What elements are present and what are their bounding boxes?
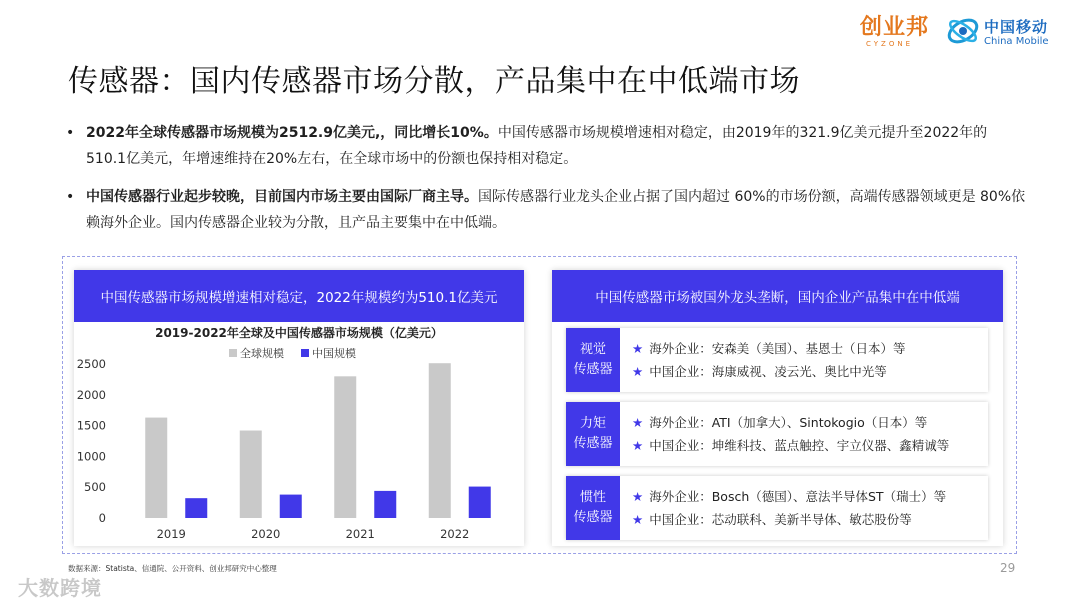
bar-global: [240, 431, 262, 518]
overseas-companies-text: 海外企业：ATI（加拿大）、Sintokogio（日本）等: [649, 415, 928, 430]
domestic-companies-text: 中国企业：海康威视、凌云光、奥比中光等: [649, 364, 887, 379]
sensor-row-inertial: [566, 476, 988, 540]
bullet-text: 国际传感器行业龙头企业占据了国内超过 60%的市场份额，高端传感器领域更是 80%依赖海外企业。国内传感器企业较为分散，且产品主要集中在中低端。: [86, 189, 1026, 231]
sensor-category: [566, 328, 620, 392]
x-tick-label: 2019: [156, 527, 186, 541]
star-icon: ★: [632, 438, 644, 453]
sensor-category: [566, 402, 620, 466]
star-icon: ★: [632, 415, 644, 430]
domestic-companies: [632, 362, 887, 380]
sensor-category: [566, 476, 620, 540]
legend-swatch: [301, 349, 309, 357]
legend-label: 中国规模: [312, 347, 356, 360]
domestic-companies-text: 中国企业：坤维科技、蓝点触控、宇立仪器、鑫精诚等: [649, 438, 950, 453]
overseas-companies: [632, 339, 905, 357]
china-mobile-logo-text: 中国移动: [984, 18, 1049, 36]
chart-legend: [229, 346, 356, 360]
x-tick-label: 2021: [345, 527, 375, 541]
y-tick-label: 500: [84, 480, 106, 495]
legend-label: 全球规模: [240, 347, 284, 360]
y-tick-label: 1500: [76, 418, 106, 433]
chart-title: 2019-2022年全球及中国传感器市场规模（亿美元）: [155, 326, 443, 340]
y-tick-label: 2500: [76, 357, 106, 371]
watermark: 大数跨境: [18, 576, 102, 600]
competition-panel: [552, 270, 1003, 546]
cyzone-logo-subtext: CYZONE: [866, 40, 914, 48]
sensor-category-line1: 惯性: [579, 490, 606, 505]
sensor-category-line1: 视觉: [579, 342, 606, 357]
bar-global: [145, 418, 167, 518]
bars-group: [145, 363, 491, 518]
bar-china: [280, 495, 302, 518]
sensor-category-line2: 传感器: [573, 362, 613, 377]
market-size-panel: [74, 270, 524, 546]
cyzone-logo: [860, 16, 932, 50]
overseas-companies-text: 海外企业：Bosch（德国）、意法半导体ST（瑞士）等: [649, 489, 947, 504]
y-tick-label: 1000: [76, 449, 106, 464]
cyzone-logo-text: 创业邦: [860, 15, 930, 40]
bullet-item: [66, 184, 1026, 236]
data-source-note: 数据来源：Statista、信通院、公开资料、创业邦研究中心整理: [68, 564, 277, 573]
bullet-dot: •: [66, 125, 75, 141]
china-mobile-icon: [946, 14, 980, 48]
overseas-companies: [632, 413, 927, 431]
bar-china: [374, 491, 396, 518]
overseas-companies: [632, 487, 946, 505]
market-size-panel-header: 中国传感器市场规模增速相对稳定，2022年规模约为510.1亿美元: [74, 270, 524, 322]
market-size-bar-chart: [74, 322, 524, 546]
china-mobile-logo: [946, 14, 1066, 54]
domestic-companies: [632, 436, 949, 454]
bullet-item: [66, 120, 1026, 172]
star-icon: ★: [632, 512, 644, 527]
y-tick-label: 0: [98, 511, 106, 525]
bar-global: [429, 363, 451, 518]
bullet-dot: •: [66, 189, 75, 205]
bullet-bold-text: 2022年全球传感器市场规模为2512.9亿美元,，同比增长10%。: [86, 125, 498, 141]
overseas-companies-text: 海外企业：安森美（美国）、基恩士（日本）等: [649, 341, 906, 356]
bullet-bold-text: 中国传感器行业起步较晚，目前国内市场主要由国际厂商主导。: [86, 189, 478, 205]
x-tick-label: 2022: [440, 527, 470, 541]
page-number: 29: [1000, 561, 1016, 575]
sensor-category-line2: 传感器: [573, 436, 613, 451]
star-icon: ★: [632, 341, 644, 356]
sensor-row-torque: [566, 402, 988, 466]
x-tick-label: 2020: [251, 527, 281, 541]
legend-swatch: [229, 349, 237, 357]
domestic-companies-text: 中国企业：芯动联科、美新半导体、敏芯股份等: [649, 512, 912, 527]
sensor-row-vision: [566, 328, 988, 392]
bar-china: [185, 498, 207, 518]
bar-china: [469, 487, 491, 518]
bullet-list: [66, 120, 1026, 248]
star-icon: ★: [632, 364, 644, 379]
x-axis: [157, 527, 470, 541]
page-title: 传感器：国内传感器市场分散，产品集中在中低端市场: [68, 64, 800, 99]
star-icon: ★: [632, 489, 644, 504]
bar-global: [334, 376, 356, 518]
sensor-category-line1: 力矩: [579, 416, 606, 431]
sensor-category-line2: 传感器: [573, 510, 613, 525]
china-mobile-logo-subtext: China Mobile: [984, 36, 1049, 47]
domestic-companies: [632, 510, 912, 528]
y-axis: [77, 357, 106, 525]
competition-panel-header: 中国传感器市场被国外龙头垄断，国内企业产品集中在中低端: [552, 270, 1003, 322]
bullet-text: 中国传感器市场规模增速相对稳定，由2019年的321.9亿美元提升至2022年的510.1亿美元，年增速维持在20%左右，在全球市场中的份额也保持相对稳定。: [86, 125, 988, 167]
y-tick-label: 2000: [76, 387, 106, 402]
